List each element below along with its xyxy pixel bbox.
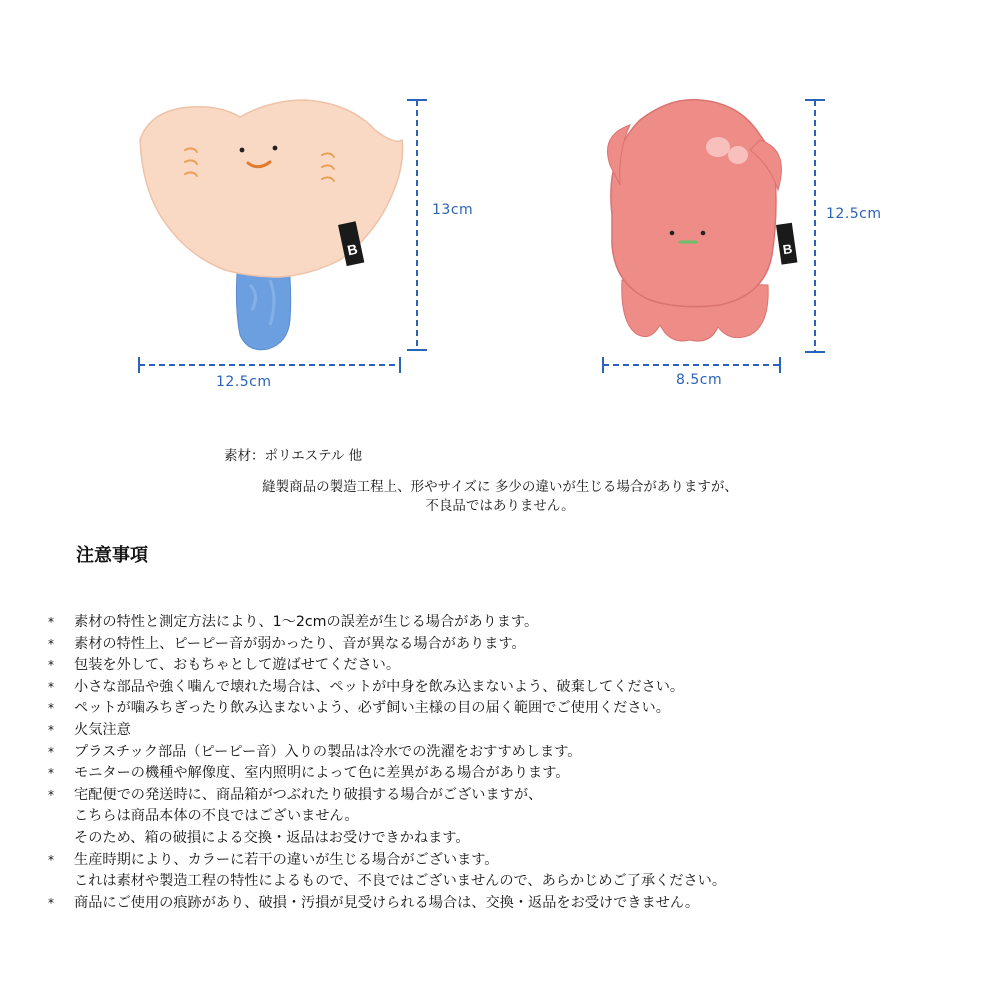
note-line: 包装を外して、おもちゃとして遊ばせてください。	[74, 657, 401, 674]
disclaimer-line-2: 不良品ではありません。	[425, 498, 575, 514]
bullet-star-icon: *	[48, 744, 54, 759]
note-item	[48, 763, 948, 785]
bullet-star-icon: *	[48, 615, 54, 629]
note-line: こちらは商品本体の不良ではございません。	[74, 808, 359, 825]
dimension-lines-product-2	[595, 95, 835, 380]
note-item	[48, 720, 948, 742]
note-line: これは素材や製造工程の特性によるもので、不良ではございませんので、あらかじめご了承ください。	[74, 873, 727, 890]
product-2-height-label: 12.5cm	[826, 206, 882, 222]
notes-list	[48, 612, 948, 914]
svg-text:B: B	[345, 240, 360, 259]
note-line: 素材の特性と測定方法により、1～2cmの誤差が生じる場合があります。	[74, 614, 539, 630]
product-1-height-label: 13cm	[432, 202, 474, 218]
note-line: モニターの機種や解像度、室内照明によって色に差異がある場合があります。	[74, 765, 570, 782]
note-item	[48, 698, 948, 720]
section-title: 注意事項	[76, 545, 148, 566]
note-line: 素材の特性上、ピーピー音が弱かったり、音が異なる場合があります。	[74, 635, 526, 652]
note-line: プラスチック部品（ピーピー音）入りの製品は冷水での洗濯をおすすめします。	[74, 743, 582, 760]
note-line: そのため、箱の破損による交換・返品はお受けできかねます。	[74, 829, 470, 846]
note-line: 生産時期により、カラーに若干の違いが生じる場合がございます。	[74, 851, 499, 868]
note-line: 火気注意	[74, 721, 131, 738]
note-item	[48, 655, 948, 677]
note-item	[48, 677, 948, 699]
bullet-star-icon: *	[48, 658, 54, 673]
note-item	[48, 893, 948, 915]
note-line: ペットが噛みちぎったり飲み込まないよう、必ず飼い主様の目の届く範囲でご使用ください。	[74, 700, 670, 717]
bullet-star-icon: *	[48, 766, 54, 781]
note-item	[48, 785, 948, 850]
note-item	[48, 612, 948, 634]
disclaimer-line-1: 縫製商品の製造工程上、形やサイズに 多少の違いが生じる場合がありますが、	[262, 479, 738, 495]
note-line: 宅配便での発送時に、商品箱がつぶれたり破損する場合がございますが、	[74, 786, 543, 803]
svg-text:B: B	[781, 241, 794, 258]
bullet-star-icon: *	[48, 787, 54, 802]
bullet-star-icon: *	[48, 701, 54, 716]
note-item	[48, 742, 948, 764]
bullet-star-icon: *	[48, 679, 54, 694]
material-text: 素材：ポリエステル 他	[224, 448, 363, 464]
product-2-width-label: 8.5cm	[676, 372, 723, 388]
bullet-star-icon: *	[48, 722, 54, 737]
bullet-star-icon: *	[48, 636, 54, 651]
note-line: 小さな部品や強く噛んで壊れた場合は、ペットが中身を飲み込まないよう、破棄してください。	[74, 678, 685, 695]
note-item	[48, 634, 948, 656]
note-line: 商品にご使用の痕跡があり、破損・汚損が見受けられる場合は、交換・返品をお受けできません。	[74, 894, 700, 911]
product-1-width-label: 12.5cm	[216, 374, 272, 390]
dimension-lines-product-1	[130, 95, 430, 380]
bullet-star-icon: *	[48, 852, 54, 867]
bullet-star-icon: *	[48, 895, 54, 910]
note-item	[48, 850, 948, 893]
